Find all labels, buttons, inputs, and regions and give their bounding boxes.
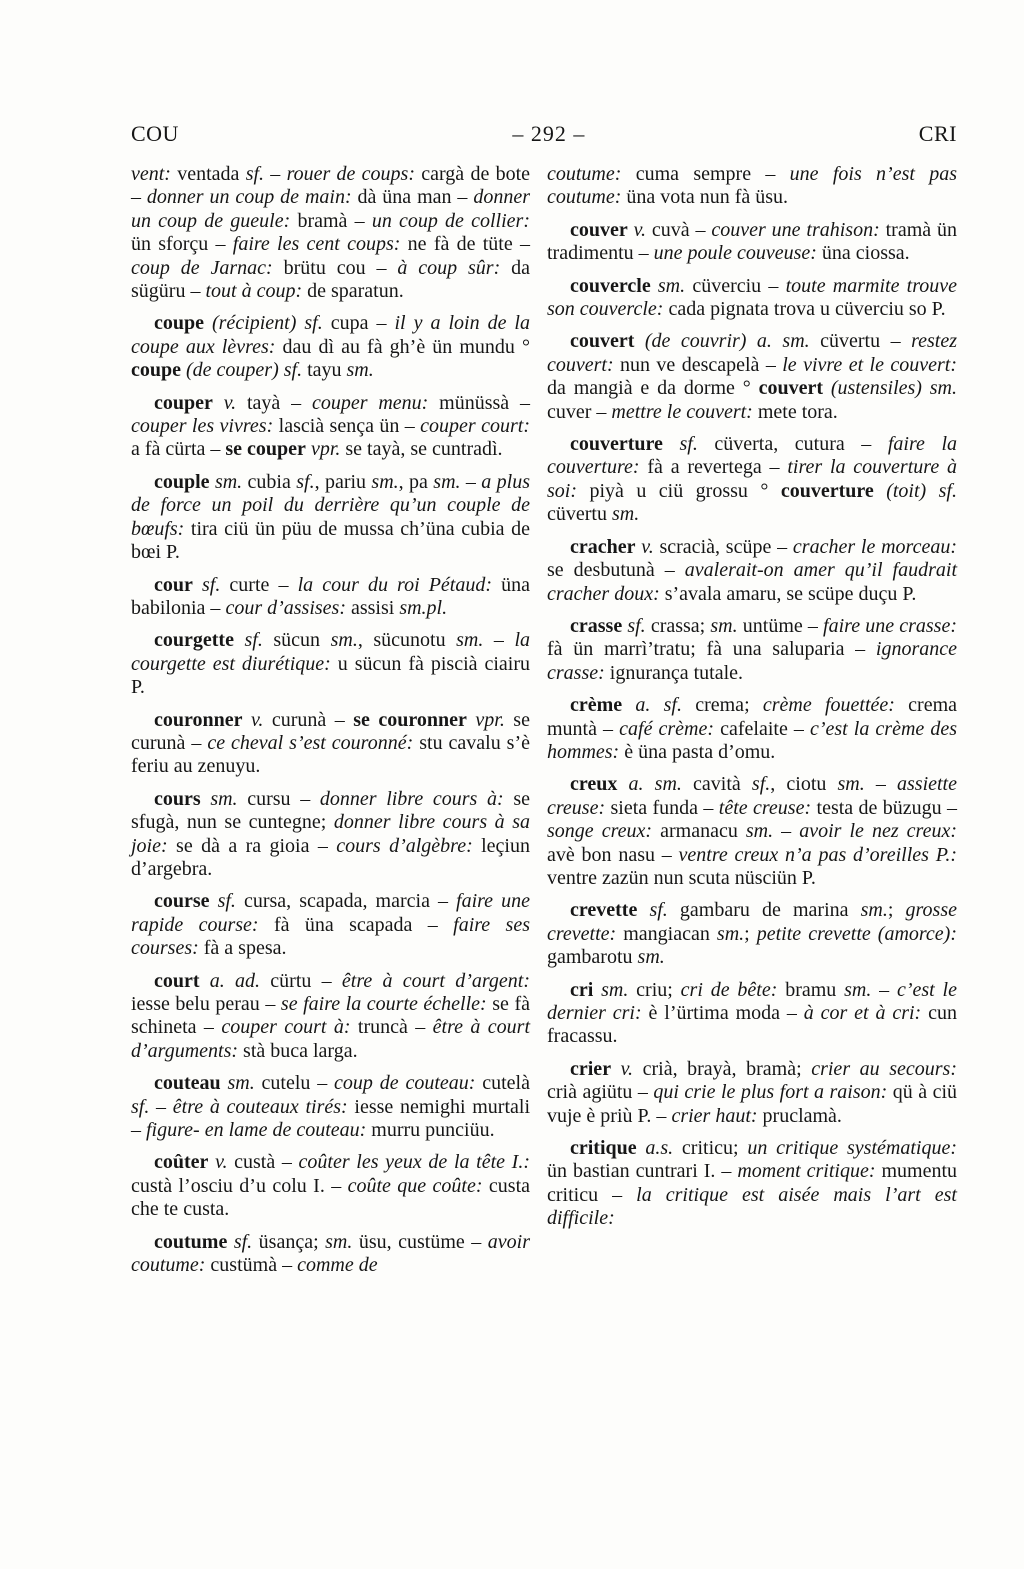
dictionary-entry: crasse sf. crassa; sm. untüme – faire une crasse: fà ün marrì’tratu; fà una saluparia – ignorance crasse: ignurança tutale. bbox=[547, 614, 957, 684]
dictionary-entry: crème a. sf. crema; crème fouettée: crema muntà – café crème: cafelaite – c’est la crème des hommes: è üna pasta d’omu. bbox=[547, 694, 958, 763]
dictionary-entry: cour sf. curte – la cour du roi Pétaud: üna babilonia – cour d’assises: assisi sm.pl. bbox=[131, 573, 530, 619]
dictionary-entry: couver v. cuvà – couver une trahison: tramà ün tradimentu – une poule couveuse: üna ciossa. bbox=[547, 218, 957, 265]
dictionary-entry: coutume: cuma sempre – une fois n’est pas coutume: üna vota nun fà üsu. bbox=[547, 163, 957, 209]
guide-word-left: COU bbox=[131, 121, 179, 146]
page-number: – 292 – bbox=[512, 121, 586, 146]
column-right bbox=[547, 163, 957, 1277]
dictionary-entry: couper v. tayà – couper menu: münüssà – couper les vivres: lascià sença ün – couper court: a fà cürta – se couper vpr. se tayà, se cuntradì. bbox=[131, 391, 530, 461]
dictionary-entry: creux a. sm. cavità sf., ciotu sm. – assiette creuse: sieta funda – tête creuse: testa de büzugu – songe creux: armanacu sm. – avoir le nez creux: avè bon nasu – ventre creux n’a pas d’oreilles P.: ventre zazün nun scuta nüsciün P. bbox=[547, 773, 958, 889]
dictionary-entry: couteau sm. cutelu – coup de couteau: cutelà sf. – être à couteaux tirés: iesse nemighi murtali – figure- en lame de couteau: murru punciüu. bbox=[131, 1072, 531, 1142]
dictionary-entry: court a. ad. cürtu – être à court d’argent: iesse belu perau – se faire la courte échelle: se fà schineta – couper court à: truncà – être à court d’arguments: stà buca larga. bbox=[131, 969, 531, 1062]
dictionary-entry: critique a.s. criticu; un critique systématique: ün bastian cuntrari I. – moment critique: mumentu criticu – la critique est aisée mais l’art est difficile: bbox=[547, 1137, 958, 1230]
guide-word-right: CRI bbox=[918, 121, 957, 146]
dictionary-entry: cri sm. criu; cri de bête: bramu sm. – c’est le dernier cri: è l’ürtima moda – à cor et à cri: cun fracassu. bbox=[547, 978, 957, 1048]
dictionary-entry: course sf. cursa, scapada, marcia – faire une rapide course: fà üna scapada – faire ses courses: fà a spesa. bbox=[131, 890, 530, 960]
page-header bbox=[131, 121, 957, 147]
dictionary-entry: courgette sf. sücun sm., sücunotu sm. – la courgette est diurétique: u sücun fà piscià ciairu P. bbox=[131, 629, 531, 699]
dictionary-entry: crier v. crià, brayà, bramà; crier au secours: crià agiütu – qui crie le plus fort a raison: qü à ciü vuje è priù P. – crier haut: pruclamà. bbox=[547, 1057, 958, 1127]
dictionary-entry: couple sm. cubia sf., pariu sm., pa sm. – a plus de force un poil du derrière qu’un couple de bœufs: tira ciü ün püu de mussa ch’üna cubia de bœi P. bbox=[131, 470, 530, 564]
dictionary-entry: vent: ventada sf. – rouer de coups: cargà de bote – donner un coup de main: dà üna man – donner un coup de gueule: bramà – un coup de collier: ün sforçu – faire les cent coups: ne fà de tüte – coup de Jarnac: brütu cou – à coup sûr: da sügüru – tout à coup: de sparatun. bbox=[131, 163, 531, 303]
text-columns bbox=[131, 163, 957, 1277]
dictionary-entry: crevette sf. gambaru de marina sm.; grosse crevette: mangiacan sm.; petite crevette (amorce): gambarotu sm. bbox=[547, 899, 958, 969]
dictionary-entry: coupe (récipient) sf. cupa – il y a loin de la coupe aux lèvres: dau dì au fà gh’è ün mundu ° coupe (de couper) sf. tayu sm. bbox=[131, 312, 530, 382]
dictionary-entry: coutume sf. üsança; sm. üsu, custüme – avoir coutume: custümà – comme de bbox=[131, 1230, 531, 1277]
dictionary-entry: cours sm. cursu – donner libre cours à: se sfugà, nun se cuntegne; donner libre cours à sa joie: se dà a ra gioia – cours d’algèbre: leçiun d’argebra. bbox=[131, 787, 530, 880]
dictionary-entry: coûter v. custà – coûter les yeux de la tête I.: custà l’osciu d’u colu I. – coûte que coûte: custa che te custa. bbox=[131, 1151, 531, 1221]
dictionary-entry: couronner v. curunà – se couronner vpr. se curunà – ce cheval s’est couronné: stu cavalu s’è feriu au zenuyu. bbox=[131, 708, 530, 778]
dictionary-entry: cracher v. scracià, scüpe – cracher le morceau: se desbutunà – avalerait-on amer qu’il faudrait cracher doux: s’avala amaru, se scüpe duçu P. bbox=[547, 535, 958, 605]
column-left bbox=[131, 163, 530, 1277]
dictionary-entry: couvert (de couvrir) a. sm. cüvertu – restez couvert: nun ve descapelà – le vivre et le couvert: da mangià e da dorme ° couvert (ustensiles) sm. cuver – mettre le couvert: mete tora. bbox=[547, 330, 957, 423]
dictionary-entry: couvercle sm. cüverciu – toute marmite trouve son couvercle: cada pignata trova u cüverciu so P. bbox=[547, 274, 957, 321]
dictionary-entry: couverture sf. cüverta, cutura – faire la couverture: fà a revertega – tirer la couverture à soi: piyà u ciü grossu ° couverture (toit) sf. cüvertu sm. bbox=[547, 433, 957, 526]
